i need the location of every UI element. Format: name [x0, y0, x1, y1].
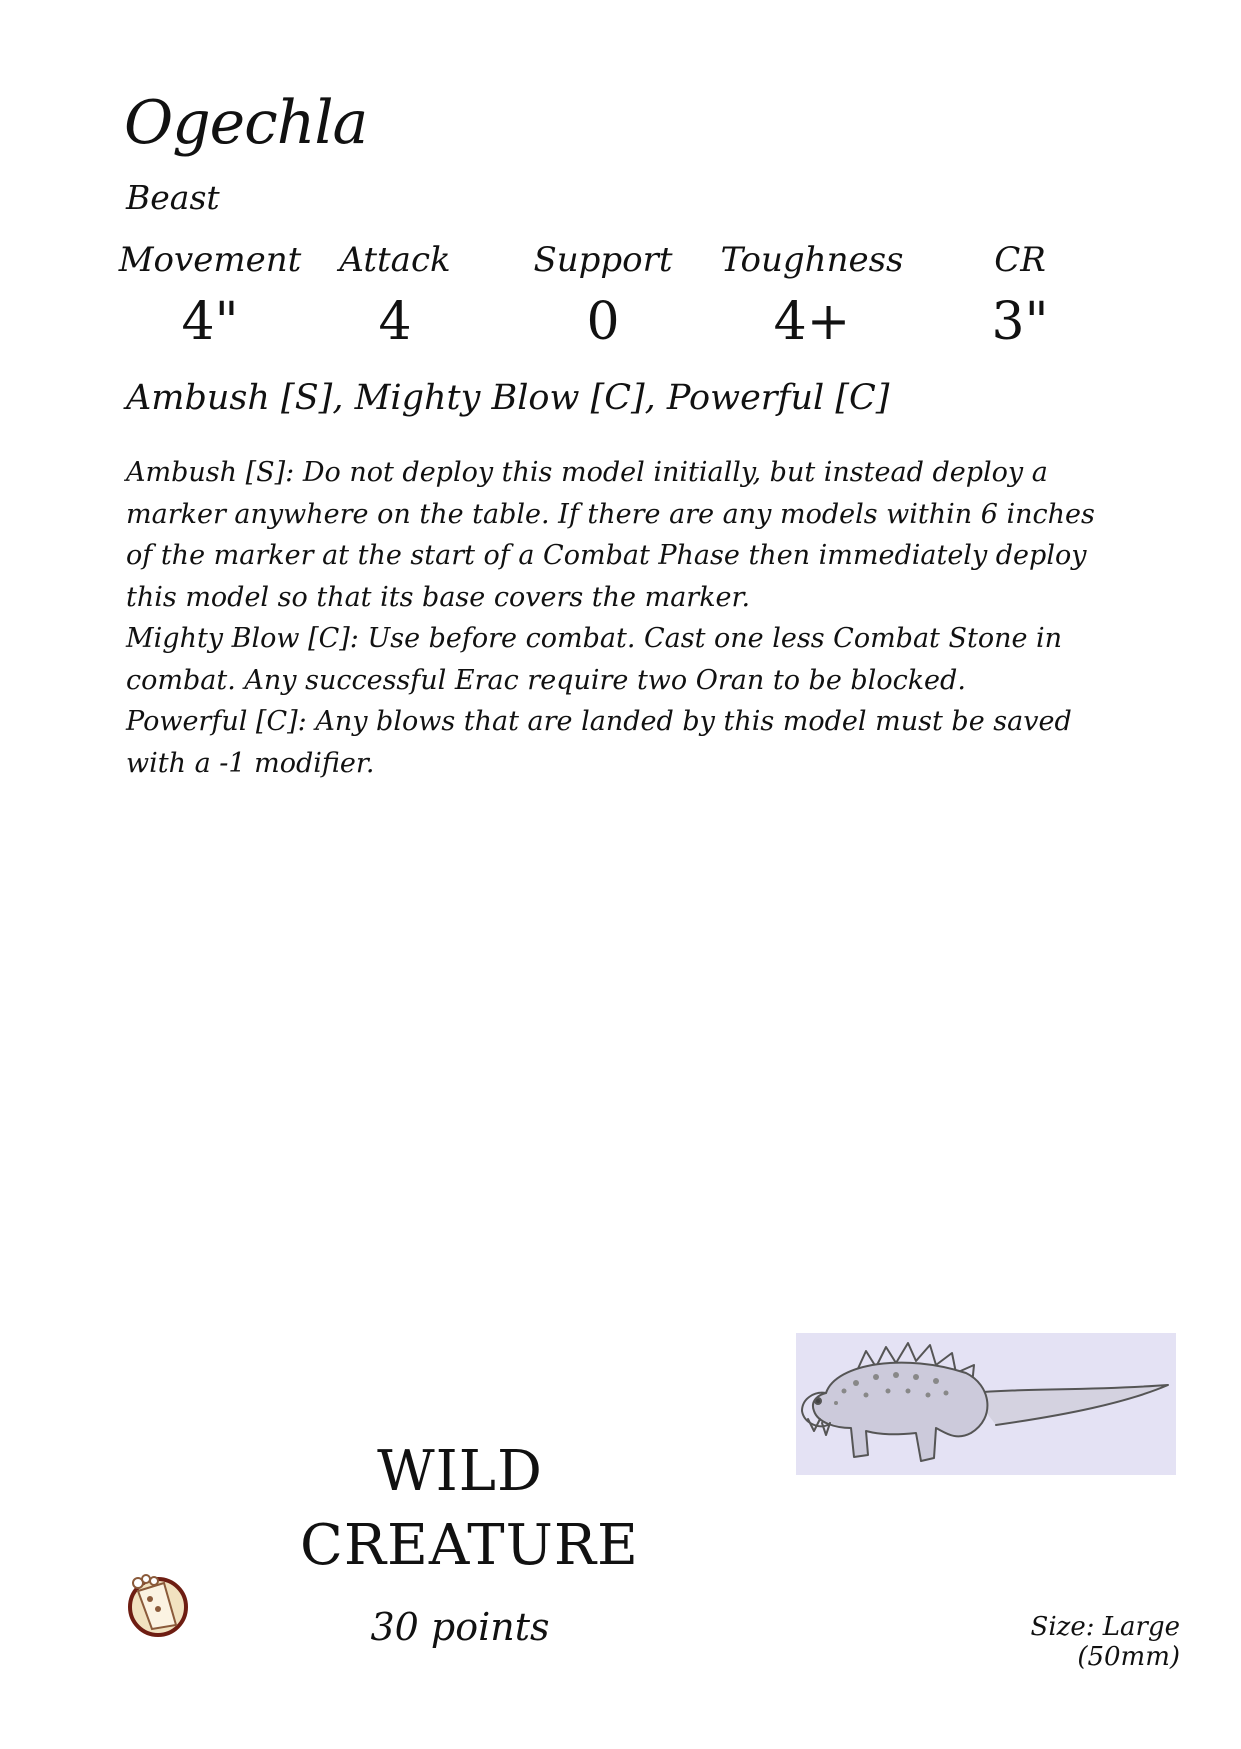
stat-support	[503, 240, 703, 352]
stat-label: Toughness	[720, 240, 904, 280]
card-type: Beast	[126, 178, 220, 217]
stat-label: Support	[533, 240, 673, 280]
abilities-summary: Ambush [S], Mighty Blow [C], Powerful [C]	[126, 378, 890, 418]
stat-attack	[295, 240, 495, 352]
stat-movement	[110, 240, 310, 352]
stat-value: 4"	[181, 292, 239, 352]
card-title: Ogechla	[124, 88, 368, 158]
faction-label	[300, 1435, 639, 1583]
stat-value: 4	[378, 292, 412, 352]
points-cost: 30 points	[370, 1605, 550, 1649]
rules-text	[126, 452, 1106, 784]
beast-sketch-icon	[796, 1333, 1176, 1475]
stat-label: Attack	[339, 240, 451, 280]
faction-line-2: CREATURE	[300, 1513, 639, 1578]
stat-value: 4+	[773, 292, 851, 352]
stat-label: CR	[994, 240, 1046, 280]
beast-portrait	[796, 1333, 1176, 1475]
rule-ambush: Ambush [S]: Do not deploy this model initially, but instead deploy a marker anywhere on the table. If there are any models within 6 inches of the marker at the start of a Combat Phase then immediately deploy this model so that its base covers the marker.	[126, 457, 1095, 613]
hand-stone-logo-icon	[124, 1571, 190, 1637]
size-label: Size: Large (50mm)	[1030, 1612, 1180, 1672]
stat-label: Movement	[118, 240, 302, 280]
stat-cr	[920, 240, 1120, 352]
faction-line-1: WILD	[377, 1439, 543, 1504]
stat-toughness	[712, 240, 912, 352]
stats-row	[110, 240, 1110, 360]
stat-value: 0	[586, 292, 620, 352]
stat-value: 3"	[991, 292, 1049, 352]
rule-mighty-blow: Mighty Blow [C]: Use before combat. Cast one less Combat Stone in combat. Any successful Erac require two Oran to be blocked.	[126, 623, 1063, 696]
rule-powerful: Powerful [C]: Any blows that are landed by this model must be saved with a -1 modifier.	[126, 706, 1072, 779]
